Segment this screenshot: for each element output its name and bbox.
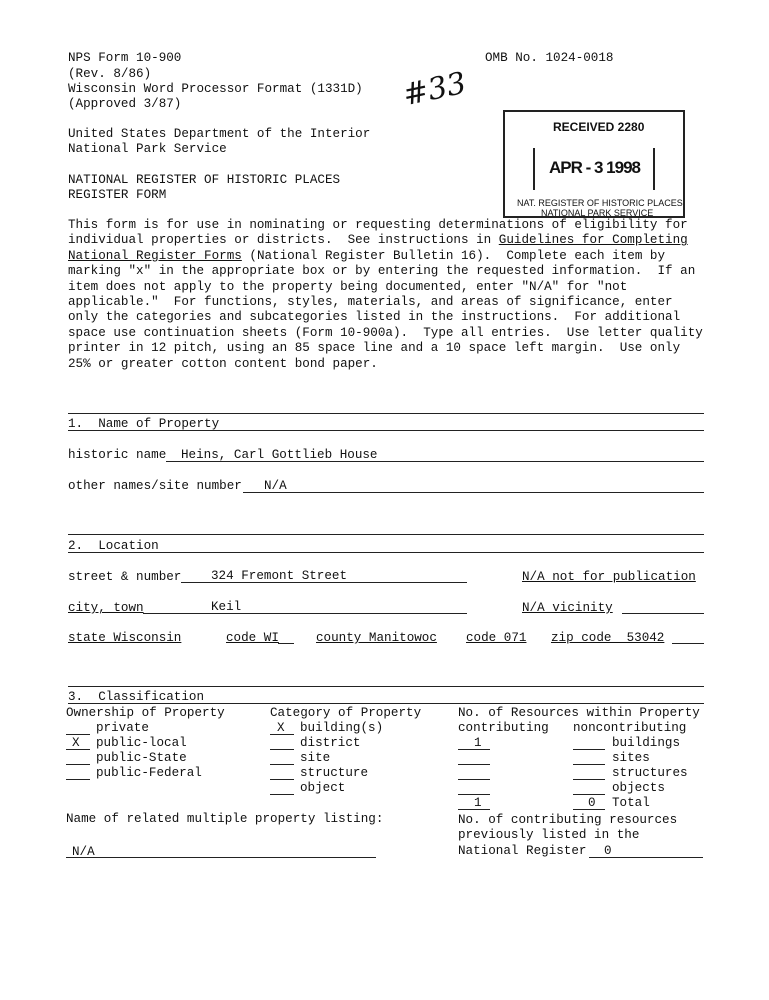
section-divider: [68, 413, 704, 414]
not-for-publication: N/A not for publication: [522, 570, 696, 584]
section-divider: [68, 703, 704, 704]
count-line[interactable]: [573, 764, 605, 765]
ownership-public-federal: public-Federal: [96, 766, 202, 780]
received-stamp: [503, 110, 685, 218]
checkbox-line[interactable]: [270, 794, 294, 795]
ownership-private: private: [96, 721, 149, 735]
instructions-paragraph: This form is for use in nominating or requesting determinations of eligibility for individual properties or districts. See instructions in Guidelines for Completing National Register Forms (National Register Bulletin 16). Complete each item by marking "x" in the appropriate box or by entering the requested information. If an item does not apply to the property being documented, enter "N/A" for "not applicable." For functions, styles, materials, and areas of significance, enter only the categories and subcategories listed in the instructions. For additional space use continuation sheets (Form 10-900a). Type all entries. Use letter quality printer in 12 pitch, using an 85 space line and a 10 space left margin. Use only 25% or greater cotton content bond paper.: [68, 218, 703, 371]
guidelines-link-a: Guidelines for Completing: [498, 233, 688, 248]
previously-listed-1: No. of contributing resources: [458, 813, 678, 827]
checkbox-line[interactable]: [270, 749, 294, 750]
county-code: code 071: [466, 631, 527, 645]
form-format: Wisconsin Word Processor Format (1331D): [68, 82, 363, 96]
other-names-label: other names/site number: [68, 479, 242, 493]
section-divider: [68, 430, 704, 431]
field-line: [278, 643, 294, 644]
section3-heading: 3. Classification: [68, 690, 205, 704]
resource-total: Total: [612, 796, 650, 810]
category-structure: structure: [300, 766, 369, 780]
county-field: county Manitowoc: [316, 631, 437, 645]
category-buildings: building(s): [300, 721, 384, 735]
zip-code: zip code 53042: [551, 631, 665, 645]
field-line: [672, 643, 704, 644]
previously-listed-value: 0: [604, 844, 612, 858]
section1-heading: 1. Name of Property: [68, 417, 220, 431]
other-names-value: N/A: [264, 479, 287, 493]
stamp-register: NAT. REGISTER OF HISTORIC PLACES: [517, 198, 683, 208]
contributing-total: 1: [474, 796, 482, 810]
historic-name-label: historic name: [68, 448, 167, 462]
checkbox-line[interactable]: [66, 779, 90, 780]
field-line: [243, 492, 704, 493]
street-label: street & number: [68, 570, 182, 584]
section-divider: [68, 552, 704, 553]
category-object: object: [300, 781, 346, 795]
field-line: [622, 613, 704, 614]
section-divider: [68, 686, 704, 687]
form-subtitle: REGISTER FORM: [68, 188, 167, 202]
city-label: city, town: [68, 601, 144, 615]
field-line: [181, 582, 467, 583]
city-value: Keil: [211, 600, 242, 614]
field-line[interactable]: [66, 857, 376, 858]
count-line[interactable]: [573, 749, 605, 750]
category-heading: Category of Property: [270, 706, 422, 720]
category-mark: X: [277, 721, 285, 735]
count-line[interactable]: [458, 794, 490, 795]
resources-heading: No. of Resources within Property: [458, 706, 700, 720]
stamp-received: RECEIVED 2280: [553, 120, 645, 134]
ownership-public-local: public-local: [96, 736, 187, 750]
noncontributing-label: noncontributing: [573, 721, 687, 735]
state-field: state Wisconsin: [68, 631, 182, 645]
ownership-heading: Ownership of Property: [66, 706, 225, 720]
resource-sites: sites: [612, 751, 650, 765]
ownership-public-state: public-State: [96, 751, 187, 765]
checkbox-line[interactable]: [270, 779, 294, 780]
vicinity: N/A vicinity: [522, 601, 613, 615]
count-line[interactable]: [458, 779, 490, 780]
category-district: district: [300, 736, 361, 750]
checkbox-line[interactable]: [270, 764, 294, 765]
stamp-date: APR - 3 1998: [549, 158, 640, 177]
related-listing-label: Name of related multiple property listing:: [66, 812, 384, 826]
agency-service: National Park Service: [68, 142, 227, 156]
checkbox-line[interactable]: [66, 764, 90, 765]
stamp-service: NATIONAL PARK SERVICE: [541, 208, 654, 218]
street-value: 324 Fremont Street: [211, 569, 348, 583]
count-line[interactable]: [458, 764, 490, 765]
handwritten-number: #33: [400, 65, 470, 114]
guidelines-link-b: National Register Forms: [68, 248, 242, 263]
count-line[interactable]: [573, 794, 605, 795]
contributing-count: 1: [474, 736, 482, 750]
agency-department: United States Department of the Interior: [68, 127, 371, 141]
field-line: [166, 461, 704, 462]
checkbox-line[interactable]: [66, 734, 90, 735]
resource-objects: objects: [612, 781, 665, 795]
resource-buildings: buildings: [612, 736, 681, 750]
form-approved: (Approved 3/87): [68, 97, 182, 111]
category-site: site: [300, 751, 331, 765]
ownership-mark: X: [72, 736, 80, 750]
field-line: [143, 613, 467, 614]
form-revision: (Rev. 8/86): [68, 67, 152, 81]
field-line[interactable]: [589, 857, 703, 858]
previously-listed-3: National Register: [458, 844, 587, 858]
historic-name-value: Heins, Carl Gottlieb House: [181, 448, 378, 462]
form-number: NPS Form 10-900: [68, 51, 182, 65]
contributing-label: contributing: [458, 721, 549, 735]
section2-heading: 2. Location: [68, 539, 159, 553]
count-line[interactable]: [573, 779, 605, 780]
form-title: NATIONAL REGISTER OF HISTORIC PLACES: [68, 173, 341, 187]
section-divider: [68, 534, 704, 535]
noncontributing-total: 0: [588, 796, 596, 810]
omb-number: OMB No. 1024-0018: [485, 51, 614, 65]
related-listing-value: N/A: [72, 845, 95, 859]
state-code: code WI: [226, 631, 279, 645]
resource-structures: structures: [612, 766, 688, 780]
previously-listed-2: previously listed in the: [458, 828, 640, 842]
